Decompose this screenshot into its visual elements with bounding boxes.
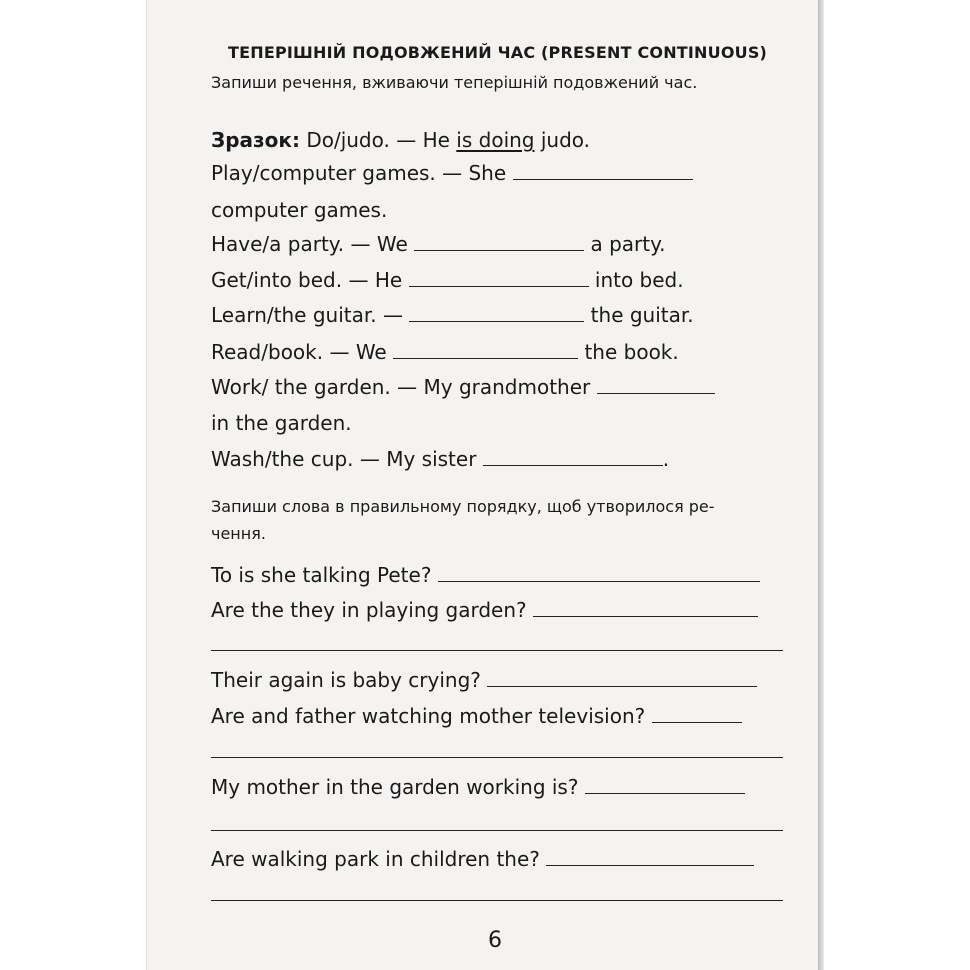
answer-line[interactable] <box>211 900 783 901</box>
page-edge <box>818 0 824 970</box>
sentence-text: the guitar. <box>584 303 694 327</box>
answer-line[interactable] <box>211 830 783 831</box>
exercise1-line-1 <box>211 161 693 185</box>
answer-blank[interactable] <box>585 775 745 794</box>
exercise1-line-9 <box>211 447 669 471</box>
answer-blank[interactable] <box>652 704 742 723</box>
answer-blank[interactable] <box>393 340 578 359</box>
answer-blank[interactable] <box>438 563 760 582</box>
answer-blank[interactable] <box>409 268 589 287</box>
answer-blank[interactable] <box>487 668 757 687</box>
scrambled-sentence: Are and father watching mother television? <box>211 704 646 728</box>
sentence-text: Play/computer games. — She <box>211 161 513 185</box>
exercise2-line-3 <box>211 668 757 692</box>
page-title: ТЕПЕРІШНІЙ ПОДОВЖЕНИЙ ЧАС (PRESENT CONTINUOUS) <box>228 43 768 62</box>
exercise2-line-5 <box>211 775 745 799</box>
exercise1-line-4 <box>211 268 684 292</box>
exercise1-line-6 <box>211 340 679 364</box>
answer-blank[interactable] <box>483 447 663 466</box>
exercise2-line-4 <box>211 704 742 728</box>
sentence-text: in the garden. <box>211 411 352 435</box>
scrambled-sentence: Are walking park in children the? <box>211 847 540 871</box>
scrambled-sentence: Are the they in playing garden? <box>211 598 527 622</box>
sentence-text: Read/book. — We <box>211 340 394 364</box>
sentence-text: Learn/the guitar. — <box>211 303 410 327</box>
answer-blank[interactable] <box>597 375 715 394</box>
answer-blank[interactable] <box>533 598 758 617</box>
exercise1-line-5 <box>211 303 694 327</box>
example-label: Зразок: <box>211 128 300 152</box>
sentence-text: a party. <box>584 232 666 256</box>
example-prompt: Do/judo. — He <box>306 128 457 152</box>
exercise2-line-2 <box>211 598 758 622</box>
sentence-text: the book. <box>578 340 679 364</box>
exercise1-line-3 <box>211 232 665 256</box>
exercise1-line-2 <box>211 198 387 222</box>
instruction-2b: чення. <box>211 524 266 543</box>
page-number: 6 <box>488 928 502 953</box>
example-answer: is doing <box>456 128 535 152</box>
sentence-text: into bed. <box>588 268 684 292</box>
sentence-text: Have/a party. — We <box>211 232 415 256</box>
example-sentence <box>211 128 590 152</box>
answer-line[interactable] <box>211 650 783 651</box>
answer-blank[interactable] <box>414 232 584 251</box>
scrambled-sentence: Their again is baby crying? <box>211 668 481 692</box>
scrambled-sentence: My mother in the garden working is? <box>211 775 579 799</box>
instruction-2a: Запиши слова в правильному порядку, щоб утворилося ре- <box>211 497 715 516</box>
answer-blank[interactable] <box>409 303 584 322</box>
scrambled-sentence: To is she talking Pete? <box>211 563 432 587</box>
sentence-text: Wash/the cup. — My sister <box>211 447 483 471</box>
instruction-1: Запиши речення, вживаючи теперішній подовжений час. <box>211 73 698 92</box>
exercise1-line-7 <box>211 375 715 399</box>
example-rest: judo. <box>534 128 591 152</box>
sentence-text: . <box>662 447 670 471</box>
exercise1-line-8 <box>211 411 352 435</box>
sentence-text: computer games. <box>211 198 388 222</box>
answer-blank[interactable] <box>513 161 693 180</box>
answer-blank[interactable] <box>546 847 754 866</box>
sentence-text: Work/ the garden. — My grandmother <box>211 375 597 399</box>
exercise2-line-1 <box>211 563 760 587</box>
exercise2-line-6 <box>211 847 754 871</box>
answer-line[interactable] <box>211 757 783 758</box>
sentence-text: Get/into bed. — He <box>211 268 409 292</box>
